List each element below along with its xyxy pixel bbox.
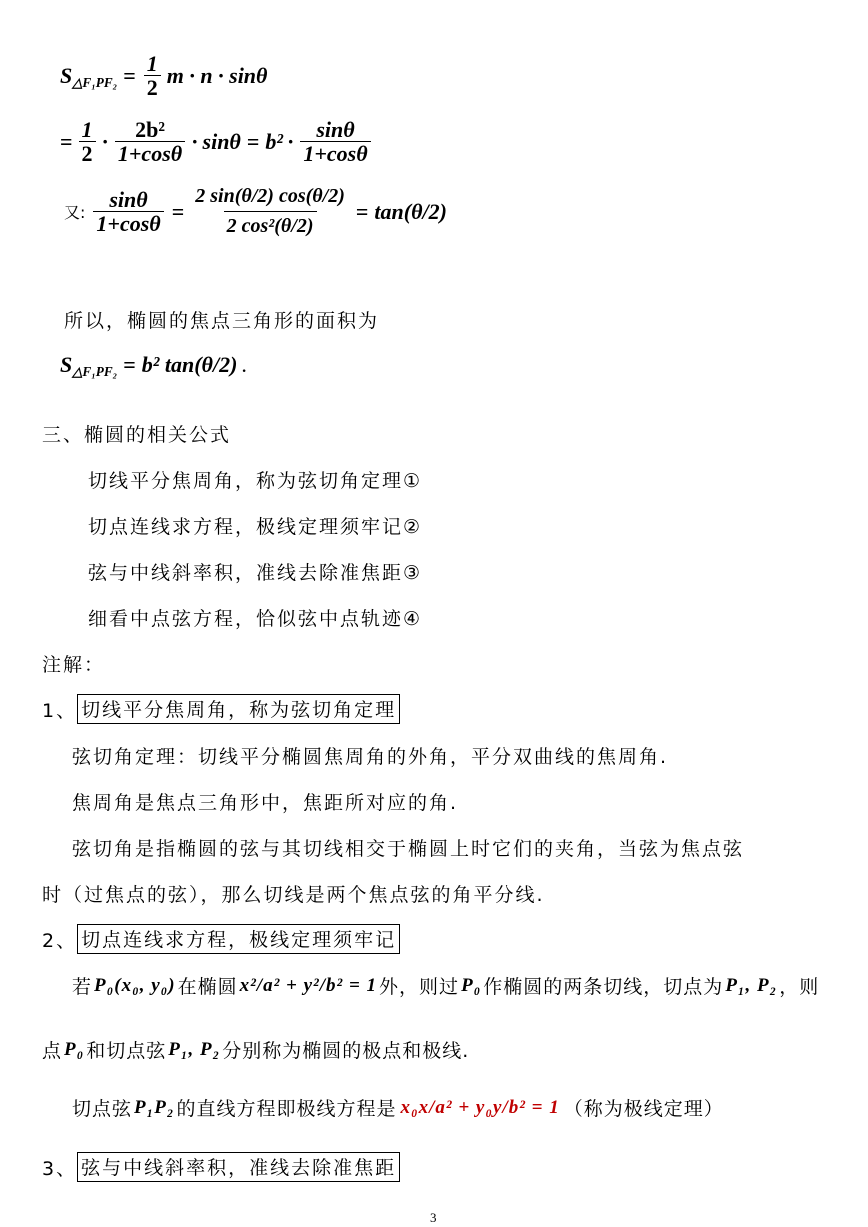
formula-area-1 [60, 52, 267, 99]
area-symbol: S [60, 62, 73, 88]
rhyme-line-3: 弦与中线斜率积，准线去除准焦距③ [88, 562, 423, 584]
rhyme-line-2: 切点连线求方程，极线定理须牢记② [88, 516, 423, 538]
note-1-heading [42, 694, 400, 724]
area-subscript: △F₁PF₂ [72, 74, 118, 90]
fraction-double-angle: $\frac{2 \sin(\theta/2) \cos(\theta/2)}{\text{2 cos²(θ/2)}}$ [195, 185, 345, 237]
note-2-title: 切点连线求方程，极线定理须牢记 [77, 924, 400, 954]
note-1-paragraph-1: 弦切角定理：切线平分椭圆焦周角的外角，平分双曲线的焦周角. [72, 746, 669, 768]
equals-sign: = [171, 198, 185, 224]
sin-theta: sinθ [202, 128, 241, 154]
dot: · [191, 128, 199, 154]
note-2-paragraph-3: 切点弦 P₁P₂ 的直线方程即极线方程是 x₀x/a² + y₀y/b² = 1 （称为极线定理） [72, 1096, 724, 1120]
note-3-title: 弦与中线斜率积，准线去除准焦距 [77, 1152, 400, 1182]
formula-area-2 [60, 118, 373, 165]
fraction-sin-over-cos: $\frac{\sin\theta}{1+\cos\theta}$ [93, 188, 163, 235]
equals-sign: = [246, 128, 260, 154]
fraction-2b2: $\frac{\text{2b²}}{1+\cos\theta}$ [115, 118, 185, 165]
note-2-heading [42, 924, 400, 954]
period: . [241, 352, 247, 377]
page-number: 3 [430, 1210, 437, 1225]
area-subscript: △F₁PF₂ [72, 364, 118, 379]
note-2-paragraph-1: 若 P₀(x₀, y₀) 在椭圆 x²/a² + y²/b² = 1 外，则过 P₀ 作椭圆的两条切线，切点为 P₁, P₂ ，则 [72, 974, 820, 998]
tan-half-theta: tan(θ/2) [374, 198, 447, 224]
equals-sign: = [123, 62, 136, 88]
area-symbol: S [60, 352, 73, 377]
b-squared: b² [265, 128, 283, 154]
equals-sign: = [123, 352, 136, 377]
formula-tan-half [64, 186, 447, 237]
notes-heading: 注解： [42, 654, 106, 676]
note-3-heading [42, 1152, 400, 1182]
equals-sign: = [355, 198, 369, 224]
dot: · [287, 128, 295, 154]
note-1-title: 切线平分焦周角，称为弦切角定理 [77, 694, 400, 724]
note-1-paragraph-3a: 弦切角是指椭圆的弦与其切线相交于椭圆上时它们的夹角，当弦为焦点弦 [72, 838, 745, 860]
dot: · [101, 128, 109, 154]
formula-tail: m · n · sinθ [166, 62, 268, 88]
polar-line-equation: x₀x/a² + y₀y/b² = 1 [400, 1096, 560, 1118]
conclusion-text: 所以，椭圆的焦点三角形的面积为 [64, 310, 380, 332]
note-1-paragraph-3b: 时（过焦点的弦），那么切线是两个焦点弦的角平分线. [42, 884, 545, 906]
note-2-paragraph-2: 点 P₀ 和切点弦 P₁, P₂ 分别称为椭圆的极点和极线. [42, 1038, 470, 1062]
fraction-half: $\frac{1}{2}$ [144, 52, 161, 99]
note-number: 3、 [42, 1157, 78, 1180]
rhyme-line-4: 细看中点弦方程，恰似弦中点轨迹④ [88, 608, 423, 630]
note-number: 1、 [42, 699, 78, 722]
fraction-sin-over-cos: $\frac{\sin\theta}{1+\cos\theta}$ [300, 118, 370, 165]
formula-area-result [60, 350, 247, 380]
you-label: 又: [64, 203, 86, 222]
ellipse-equation: x²/a² + y²/b² = 1 [239, 974, 378, 996]
result-expression: b² tan(θ/2) [141, 352, 238, 377]
fraction-half: $\frac{1}{2}$ [79, 118, 96, 165]
note-number: 2、 [42, 929, 78, 952]
note-1-paragraph-2: 焦周角是焦点三角形中，焦距所对应的角. [72, 792, 459, 814]
section-heading: 三、椭圆的相关公式 [42, 424, 232, 446]
point-p0: P₀(x₀, y₀) [94, 974, 176, 996]
rhyme-line-1: 切线平分焦周角，称为弦切角定理① [88, 470, 423, 492]
equals-sign: = [60, 128, 73, 154]
